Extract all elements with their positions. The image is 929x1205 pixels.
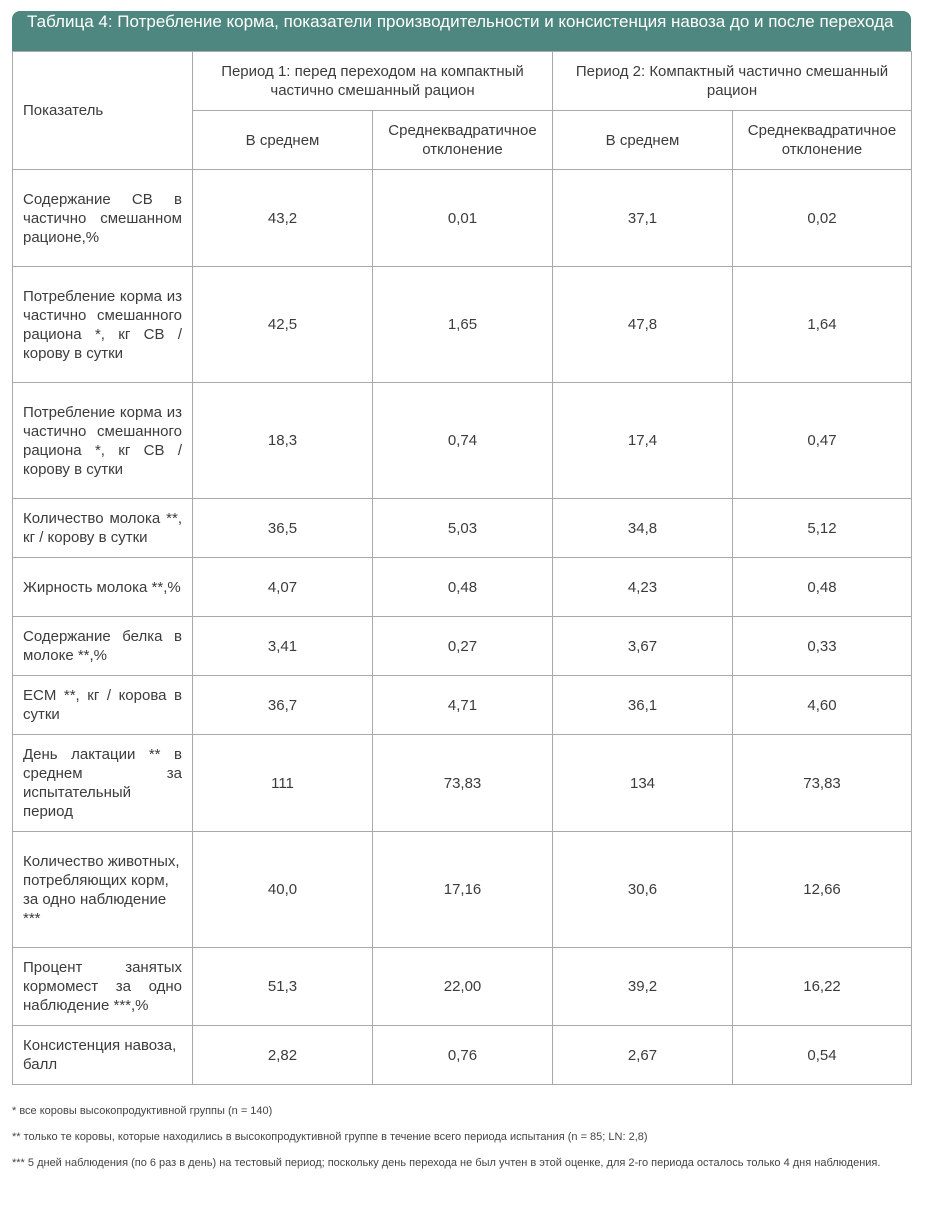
row-label: Количество животных, потребляющих корм, за одно наблюдение *** — [13, 832, 193, 948]
p1-mean-cell: 36,7 — [193, 676, 373, 735]
table-row — [13, 558, 912, 617]
table-container — [12, 11, 911, 1085]
p2-sd-cell: 16,22 — [733, 948, 912, 1026]
row-label: Потребление корма из частично смешанного рациона *, кг СВ / корову в сутки — [13, 267, 193, 383]
p2-sd-cell: 0,02 — [733, 170, 912, 267]
header-p2-sd: Среднеквадратичное отклонение — [733, 111, 912, 170]
table-row — [13, 383, 912, 499]
p1-mean-cell: 36,5 — [193, 499, 373, 558]
row-label: Консистенция навоза, балл — [13, 1026, 193, 1085]
data-table — [12, 51, 912, 1085]
p2-mean-cell: 34,8 — [553, 499, 733, 558]
p1-mean-cell: 2,82 — [193, 1026, 373, 1085]
table-row — [13, 267, 912, 383]
p2-sd-cell: 0,54 — [733, 1026, 912, 1085]
table-caption: Таблица 4: Потребление корма, показатели производительности и консистенция навоза до и после перехода — [12, 11, 911, 51]
footnote-1: * все коровы высокопродуктивной группы (n = 140) — [12, 1105, 273, 1117]
p2-mean-cell: 4,23 — [553, 558, 733, 617]
p1-sd-cell: 22,00 — [373, 948, 553, 1026]
p2-mean-cell: 17,4 — [553, 383, 733, 499]
p1-sd-cell: 0,27 — [373, 617, 553, 676]
row-label: Содержание белка в молоке **,% — [13, 617, 193, 676]
table-row — [13, 499, 912, 558]
p2-sd-cell: 12,66 — [733, 832, 912, 948]
row-label: Потребление корма из частично смешанного рациона *, кг СВ / корову в сутки — [13, 383, 193, 499]
p1-mean-cell: 40,0 — [193, 832, 373, 948]
header-indicator: Показатель — [13, 52, 193, 170]
header-p1-mean: В среднем — [193, 111, 373, 170]
p2-mean-cell: 3,67 — [553, 617, 733, 676]
header-p2-mean: В среднем — [553, 111, 733, 170]
row-label: Количество молока **, кг / корову в сутки — [13, 499, 193, 558]
table-row — [13, 735, 912, 832]
p2-sd-cell: 73,83 — [733, 735, 912, 832]
row-label: Содержание СВ в частично смешанном рационе,% — [13, 170, 193, 267]
p1-mean-cell: 42,5 — [193, 267, 373, 383]
p1-mean-cell: 18,3 — [193, 383, 373, 499]
table-row — [13, 832, 912, 948]
p1-sd-cell: 5,03 — [373, 499, 553, 558]
p2-mean-cell: 134 — [553, 735, 733, 832]
p1-sd-cell: 73,83 — [373, 735, 553, 832]
p2-mean-cell: 37,1 — [553, 170, 733, 267]
row-label: Процент занятых кормомест за одно наблюдение ***,% — [13, 948, 193, 1026]
p1-sd-cell: 17,16 — [373, 832, 553, 948]
header-p1-sd: Среднеквадратичное отклонение — [373, 111, 553, 170]
p2-mean-cell: 36,1 — [553, 676, 733, 735]
p2-sd-cell: 0,47 — [733, 383, 912, 499]
p1-mean-cell: 51,3 — [193, 948, 373, 1026]
p1-mean-cell: 43,2 — [193, 170, 373, 267]
table-row — [13, 1026, 912, 1085]
row-label: Жирность молока **,% — [13, 558, 193, 617]
p2-mean-cell: 39,2 — [553, 948, 733, 1026]
header-period-2: Период 2: Компактный частично смешанный рацион — [553, 52, 912, 111]
footnotes — [12, 1103, 911, 1181]
p1-mean-cell: 111 — [193, 735, 373, 832]
p1-mean-cell: 3,41 — [193, 617, 373, 676]
table-row — [13, 617, 912, 676]
p2-sd-cell: 0,48 — [733, 558, 912, 617]
header-period-1: Период 1: перед переходом на компактный частично смешанный рацион — [193, 52, 553, 111]
p1-sd-cell: 4,71 — [373, 676, 553, 735]
table-row — [13, 170, 912, 267]
p2-sd-cell: 5,12 — [733, 499, 912, 558]
p2-mean-cell: 47,8 — [553, 267, 733, 383]
p1-sd-cell: 0,01 — [373, 170, 553, 267]
table-row — [13, 948, 912, 1026]
row-label: ECM **, кг / корова в сутки — [13, 676, 193, 735]
p1-sd-cell: 0,48 — [373, 558, 553, 617]
footnote-3: *** 5 дней наблюдения (по 6 раз в день) на тестовый период; поскольку день перехода не был учтен в этой оценке, для 2-го периода осталось только 4 дня наблюдения. — [12, 1157, 881, 1169]
p1-sd-cell: 0,74 — [373, 383, 553, 499]
p1-sd-cell: 0,76 — [373, 1026, 553, 1085]
p2-sd-cell: 4,60 — [733, 676, 912, 735]
p1-mean-cell: 4,07 — [193, 558, 373, 617]
p1-sd-cell: 1,65 — [373, 267, 553, 383]
p2-sd-cell: 1,64 — [733, 267, 912, 383]
header-row-periods — [13, 52, 912, 111]
p2-mean-cell: 30,6 — [553, 832, 733, 948]
p2-sd-cell: 0,33 — [733, 617, 912, 676]
footnote-2: ** только те коровы, которые находились в высокопродуктивной группе в течение всего периода испытания (n = 85; LN: 2,8) — [12, 1131, 648, 1143]
table-row — [13, 676, 912, 735]
row-label: День лактации ** в среднем за испытательный период — [13, 735, 193, 832]
p2-mean-cell: 2,67 — [553, 1026, 733, 1085]
